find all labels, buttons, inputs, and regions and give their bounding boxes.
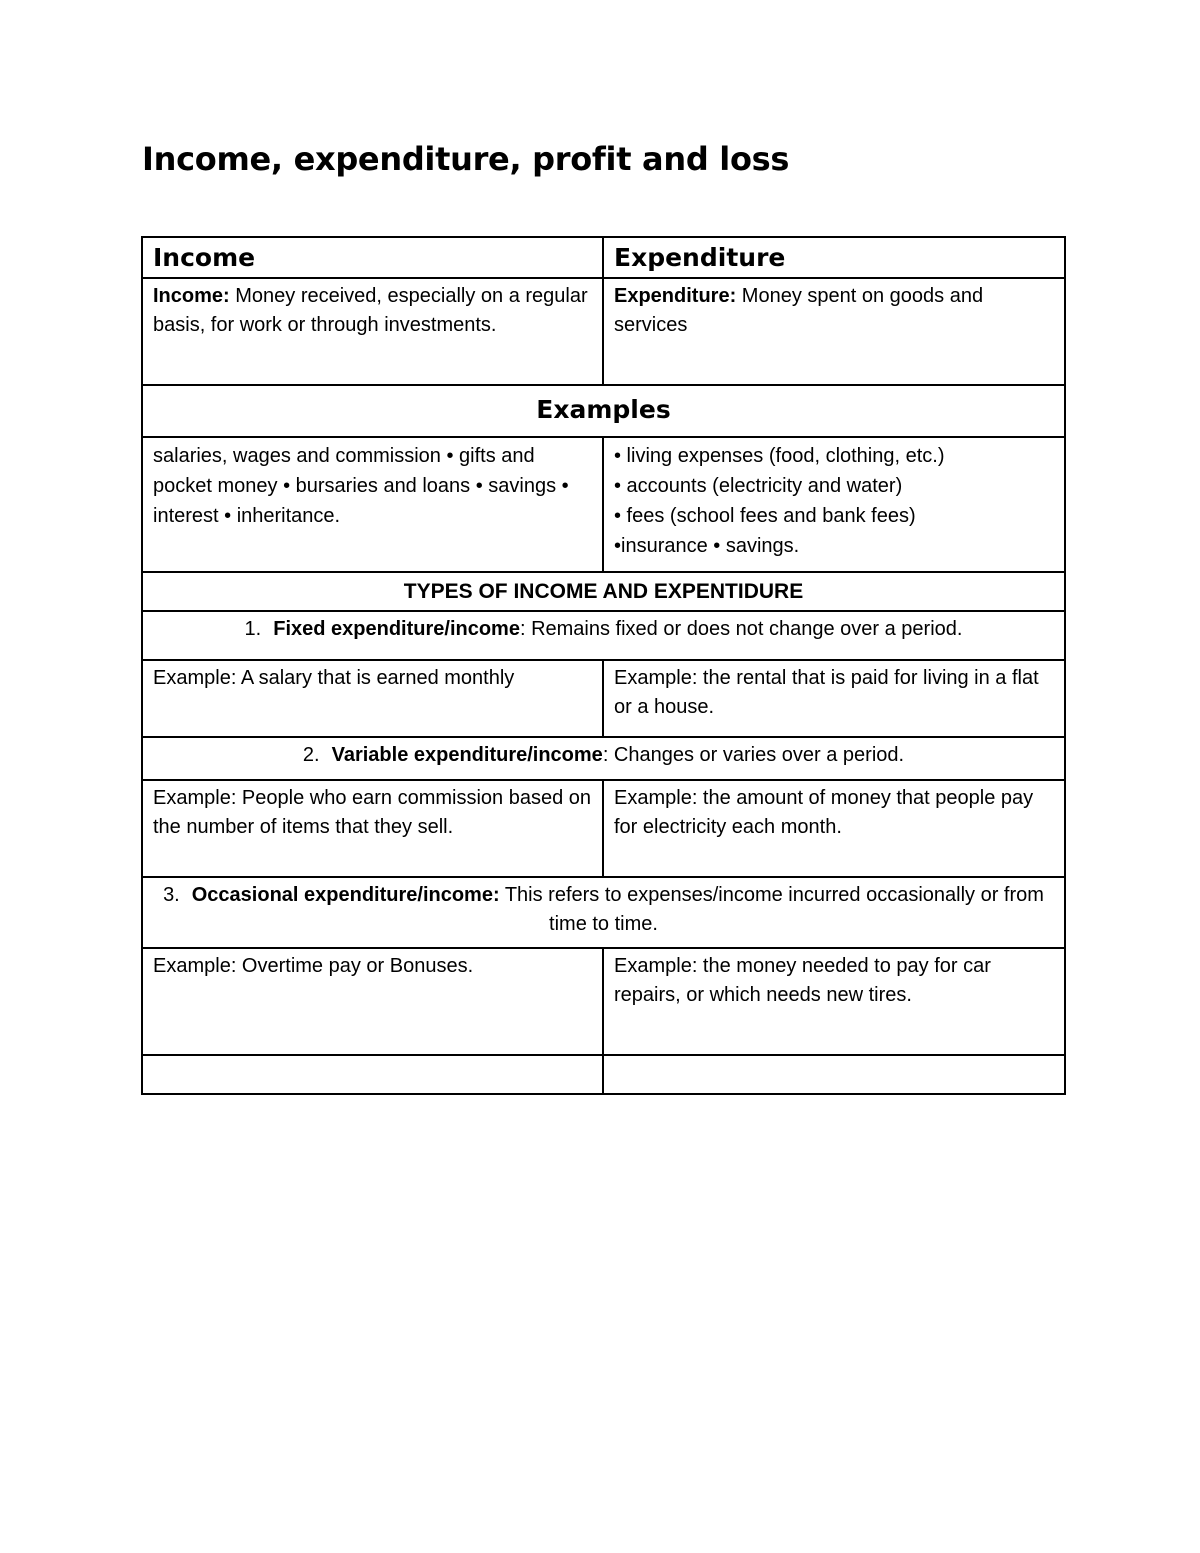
- type-description: : Remains fixed or does not change over a period.: [519, 618, 963, 640]
- types-heading: TYPES OF INCOME AND EXPENTIDURE: [142, 572, 1065, 611]
- fixed-expenditure-example: Example: the rental that is paid for living in a flat or a house.: [603, 660, 1065, 737]
- income-header: Income: [142, 237, 603, 278]
- type-description: This refers to expenses/income incurred occasionally or from time to time.: [499, 884, 1044, 935]
- expenditure-header: Expenditure: [603, 237, 1065, 278]
- examples-heading-row: [142, 385, 1065, 437]
- occasional-expenditure-example: Example: the money needed to pay for car repairs, or which needs new tires.: [603, 948, 1065, 1055]
- type-description: : Changes or varies over a period.: [602, 744, 905, 766]
- type-label: Fixed expenditure/income: [273, 618, 520, 640]
- types-heading-row: [142, 572, 1065, 611]
- type-occasional-examples-row: [142, 948, 1065, 1055]
- page-title: Income, expenditure, profit and loss: [142, 140, 790, 178]
- income-definition-label: Income:: [153, 285, 230, 307]
- fixed-income-example: Example: A salary that is earned monthly: [142, 660, 603, 737]
- empty-cell: [603, 1055, 1065, 1094]
- type-row-fixed: [142, 611, 1065, 660]
- type-number: 2.: [302, 744, 320, 766]
- variable-income-example: Example: People who earn commission based on the number of items that they sell.: [142, 780, 603, 877]
- type-number: 3.: [163, 884, 180, 906]
- empty-cell: [142, 1055, 603, 1094]
- type-fixed-examples-row: [142, 660, 1065, 737]
- type-fixed-cell: [142, 611, 1065, 660]
- income-expenditure-table: [141, 236, 1066, 1095]
- expenditure-example-item: • living expenses (food, clothing, etc.): [614, 445, 945, 467]
- variable-expenditure-example: Example: the amount of money that people pay for electricity each month.: [603, 780, 1065, 877]
- expenditure-definition-label: Expenditure:: [614, 285, 737, 307]
- type-variable-examples-row: [142, 780, 1065, 877]
- type-row-occasional: [142, 877, 1065, 948]
- expenditure-definition-cell: [603, 278, 1065, 385]
- expenditure-definition-text: Money spent on goods and services: [614, 285, 984, 336]
- type-number: 1.: [244, 618, 262, 640]
- table-header-row: [142, 237, 1065, 278]
- examples-heading: Examples: [142, 385, 1065, 437]
- expenditure-examples-cell: [603, 437, 1065, 572]
- type-row-variable: [142, 737, 1065, 780]
- income-definition-text: Money received, especially on a regular basis, for work or through investments.: [153, 285, 588, 336]
- type-label: Occasional expenditure/income:: [191, 884, 500, 906]
- income-examples-cell: salaries, wages and commission • gifts and pocket money • bursaries and loans • savings • interest • inheritance.: [142, 437, 603, 572]
- expenditure-example-item: • fees (school fees and bank fees): [614, 505, 916, 527]
- type-occasional-cell: [142, 877, 1065, 948]
- type-variable-cell: [142, 737, 1065, 780]
- income-definition-cell: [142, 278, 603, 385]
- empty-row: [142, 1055, 1065, 1094]
- examples-row: [142, 437, 1065, 572]
- occasional-income-example: Example: Overtime pay or Bonuses.: [142, 948, 603, 1055]
- expenditure-example-item: •insurance • savings.: [614, 535, 800, 557]
- definitions-row: [142, 278, 1065, 385]
- expenditure-example-item: • accounts (electricity and water): [614, 475, 903, 497]
- type-label: Variable expenditure/income: [331, 744, 603, 766]
